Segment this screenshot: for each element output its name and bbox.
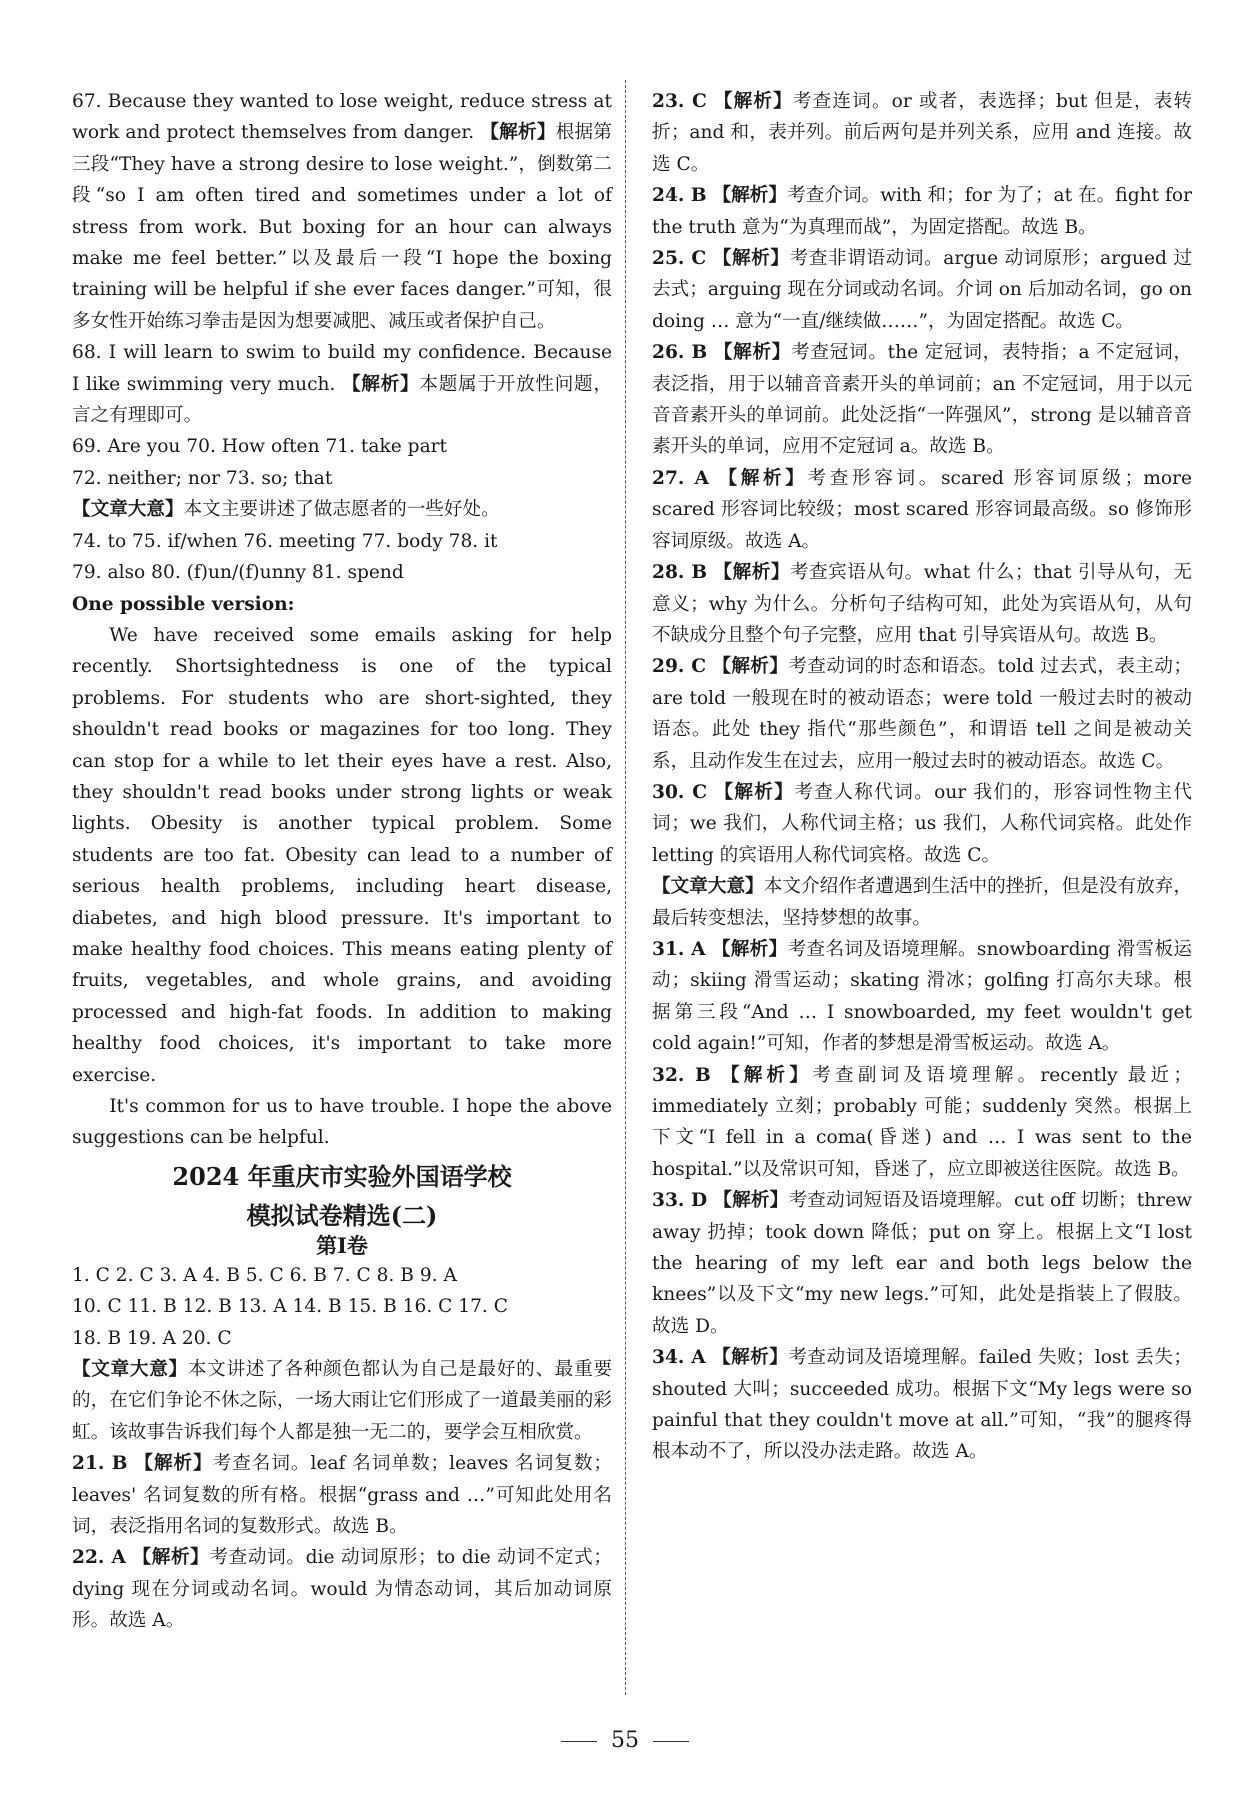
exam-subtitle: 模拟试卷精选(二): [246, 1200, 438, 1230]
answer-30: 30. C 【解析】考查人称代词。our 我们的，形容词性物主代词；we 我们，人称代词主格；us 我们，人称代词宾格。此处作 letting 的宾语用人称代词宾格。故选 C。: [652, 781, 1192, 866]
version-label: One possible version:: [72, 593, 295, 615]
column-divider: [625, 80, 626, 1695]
answer-24: 24. B 【解析】考查介词。with 和；for 为了；at 在。fight for the truth 意为“为真理而战”，为固定搭配。故选 B。: [652, 185, 1192, 238]
page-number: 55: [0, 1728, 1250, 1753]
part-heading: 第Ⅰ卷: [316, 1232, 368, 1258]
answer-28: 28. B 【解析】考查宾语从句。what 什么；that 引导从句，无意义；why 为什么。分析句子结构可知，此处为宾语从句，从句不缺成分且整个句子完整，应用 that 引导宾语从句。故选 B。: [652, 562, 1192, 646]
answers-10-17: 10. C 11. B 12. B 13. A 14. B 15. B 16. C 17. C: [72, 1296, 508, 1318]
essay-paragraph-2: It's common for us to have trouble. I hope the above suggestions can be helpful.: [72, 1096, 612, 1149]
answer-22: 22. A 【解析】考查动词。die 动词原形；to die 动词不定式；dying 现在分词或动名词。would 为情态动词，其后加动词原形。故选 A。: [72, 1547, 613, 1632]
left-column: [72, 86, 612, 1637]
answer-31: 31. A 【解析】考查名词及语境理解。snowboarding 滑雪板运动；skiing 滑雪运动；skating 滑冰；golfing 打高尔夫球。根据第三段“And … I snowboarded, my feet wouldn't get cold again!”可知，作者的梦想是滑雪板运动。故选 A。: [652, 938, 1192, 1055]
answers-18-20: 18. B 19. A 20. C: [72, 1327, 232, 1349]
answers-72-73: 72. neither; nor 73. so; that: [72, 467, 333, 489]
exam-title: 2024 年重庆市实验外国语学校: [172, 1161, 512, 1191]
article-summary: 【文章大意】本文主要讲述了做志愿者的一些好处。: [72, 499, 500, 521]
answer-68: 68. I will learn to swim to build my confidence. Because I like swimming very much. 【解析】本题属于开放性问题，言之有理即可。: [72, 342, 612, 427]
answer-26: 26. B 【解析】考查冠词。the 定冠词，表特指；a 不定冠词，表泛指，用于以辅音音素开头的单词前；an 不定冠词，用于以元音音素开头的单词前。此处泛指“一阵强风”，strong 是以辅音音素开头的单词，应用不定冠词 a。故选 B。: [652, 342, 1192, 458]
answers-69-71: 69. Are you 70. How often 71. take part: [72, 436, 448, 458]
answers-74-78: 74. to 75. if/when 76. meeting 77. body 78. it: [72, 530, 498, 552]
answers-79-81: 79. also 80. (f)un/(f)unny 81. spend: [72, 562, 404, 584]
answer-25: 25. C 【解析】考查非谓语动词。argue 动词原形；argued 过去式；arguing 现在分词或动名词。介词 on 后加动名词，go on doing … 意为“一直/继续做……”，为固定搭配。故选 C。: [652, 248, 1192, 332]
page-number-dash-left: [561, 1741, 597, 1742]
article-summary-2: 【文章大意】本文讲述了各种颜色都认为自己是最好的、最重要的，在它们争论不休之际，一场大雨让它们形成了一道最美丽的彩虹。该故事告诉我们每个人都是独一无二的，要学会互相欣赏。: [72, 1359, 612, 1443]
answers-1-9: 1. C 2. C 3. A 4. B 5. C 6. B 7. C 8. B 9. A: [72, 1264, 457, 1286]
analysis-tag: 【解析】: [480, 122, 556, 144]
analysis-tag: 【解析】: [342, 373, 420, 395]
answer-21: 21. B 【解析】考查名词。leaf 名词单数；leaves 名词复数；leaves' 名词复数的所有格。根据“grass and …”可知此处用名词，表泛指用名词的复数形式。故选 B。: [72, 1453, 612, 1538]
answer-33: 33. D 【解析】考查动词短语及语境理解。cut off 切断；threw away 扔掉；took down 降低；put on 穿上。根据上文“I lost the hearing of my left ear and both legs below the knees”以及下文“my new legs.”可知，此处是指装上了假肢。故选 D。: [652, 1190, 1192, 1337]
answer-29: 29. C 【解析】考查动词的时态和语态。told 过去式，表主动；are told 一般现在时的被动语态；were told 一般过去时的被动语态。此处 they 指代“那些颜色”，和谓语 tell 之间是被动关系，且动作发生在过去，应用一般过去时的被动语态。故选 C。: [652, 656, 1192, 772]
answer-34: 34. A 【解析】考查动词及语境理解。failed 失败；lost 丢失；shouted 大叫；succeeded 成功。根据下文“My legs were so painful that they couldn't move at all.”可知，“我”的腿疼得根本动不了，所以没办法走路。故选 A。: [652, 1347, 1192, 1463]
answer-23: 23. C 【解析】考查连词。or 或者，表选择；but 但是，表转折；and 和，表并列。前后两句是并列关系，应用 and 连接。故选 C。: [652, 91, 1192, 175]
right-column: [652, 86, 1192, 1468]
answer-67: 67. Because they wanted to lose weight, reduce stress at work and protect themselves from danger. 【解析】根据第三段“They have a strong desire to lose weight.”，倒数第二段“so I am often tired and sometimes under a lot of stress from work. But boxing for an hour can always make me feel better.”以及最后一段“I hope the boxing training will be helpful if she ever faces danger.”可知，很多女性开始练习拳击是因为想要减肥、减压或者保护自己。: [72, 91, 612, 332]
answer-32: 32. B 【解析】考查副词及语境理解。recently 最近；immediately 立刻；probably 可能；suddenly 突然。根据上下文“I fell in a coma(昏迷) and … I was sent to the hospital.”以及常识可知，昏迷了，应立即被送往医院。故选 B。: [652, 1064, 1192, 1180]
essay-paragraph-1: We have received some emails asking for help recently. Shortsightedness is one of the typical problems. For students who are short-sighted, they shouldn't read books or magazines for too long. They can stop for a while to let their eyes have a rest. Also, they shouldn't read books under strong lights or weak lights. Obesity is another typical problem. Some students are too fat. Obesity can lead to a number of serious health problems, including heart disease, diabetes, and high blood pressure. It's important to make healthy food choices. This means eating plenty of fruits, vegetables, and whole grains, and avoiding processed and high-fat foods. In addition to making healthy food choices, it's important to take more exercise.: [72, 624, 612, 1086]
answer-27: 27. A 【解析】考查形容词。scared 形容词原级；more scared 形容词比较级；most scared 形容词最高级。so 修饰形容词原级。故选 A。: [652, 467, 1192, 552]
page-number-dash-right: [653, 1741, 689, 1742]
article-summary-3: 【文章大意】本文介绍作者遭遇到生活中的挫折，但是没有放弃，最后转变想法，坚持梦想的故事。: [652, 876, 1192, 929]
